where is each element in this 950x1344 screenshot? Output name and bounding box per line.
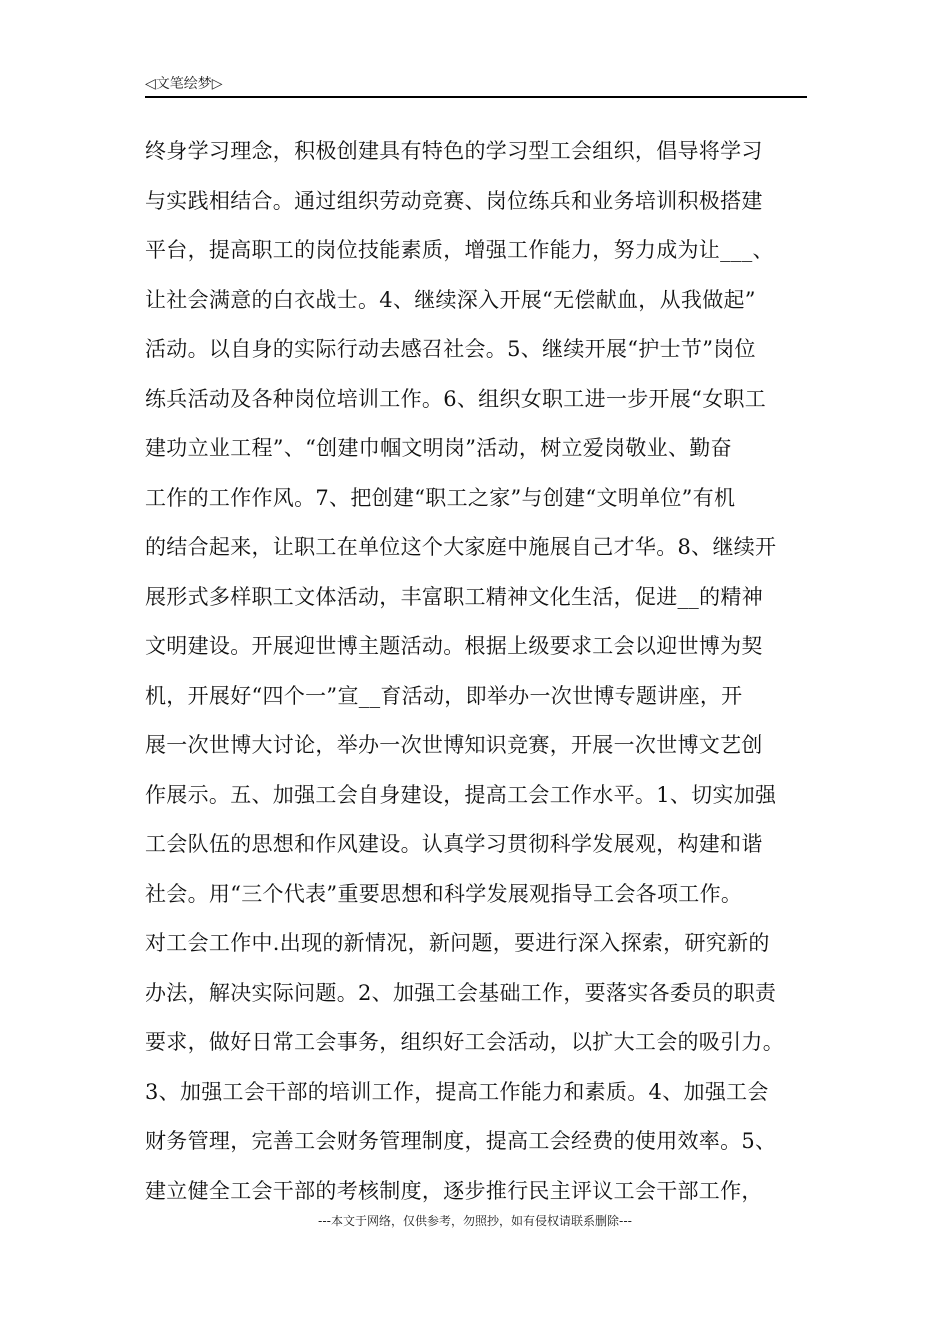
- text-line: 财务管理，完善工会财务管理制度，提高工会经费的使用效率。5、: [145, 1129, 777, 1153]
- text-line: 3、加强工会干部的培训工作，提高工作能力和素质。4、加强工会: [145, 1079, 769, 1104]
- text-line: 终身学习理念，积极创建具有特色的学习型工会组织，倡导将学习: [145, 139, 763, 163]
- text-line: 机，开展好“四个一”宣__育活动，即举办一次世博专题讲座，开: [145, 683, 743, 708]
- body-text: [145, 127, 807, 1216]
- text-line: 展一次世博大讨论，举办一次世博知识竞赛，开展一次世博文艺创: [145, 733, 763, 757]
- text-line: 文明建设。开展迎世博主题活动。根据上级要求工会以迎世博为契: [145, 634, 763, 658]
- text-line: 活动。以自身的实际行动去感召社会。5、继续开展“护士节”岗位: [145, 337, 756, 361]
- text-line: 工会队伍的思想和作风建设。认真学习贯彻科学发展观，构建和谐: [145, 832, 763, 856]
- text-line: 要求，做好日常工会事务，组织好工会活动，以扩大工会的吸引力。: [145, 1030, 784, 1054]
- text-line: 建立健全工会干部的考核制度，逐步推行民主评议工会干部工作，: [145, 1178, 763, 1203]
- text-line: 让社会满意的白衣战士。4、继续深入开展“无偿献血，从我做起”: [145, 287, 756, 312]
- text-line: 对工会工作中.出现的新情况，新问题，要进行深入探索，研究新的: [145, 931, 770, 955]
- text-line: 社会。用“三个代表”重要思想和科学发展观指导工会各项工作。: [145, 881, 743, 906]
- text-line: 建功立业工程”、“创建巾帼文明岗”活动，树立爱岗敬业、勤奋: [145, 436, 732, 460]
- text-line: 作展示。五、加强工会自身建设，提高工会工作水平。1、切实加强: [145, 782, 777, 807]
- text-line: 与实践相结合。通过组织劳动竞赛、岗位练兵和业务培训积极搭建: [145, 188, 763, 213]
- text-line: 的结合起来，让职工在单位这个大家庭中施展自己才华。8、继续开: [145, 535, 777, 559]
- text-line: 平台，提高职工的岗位技能素质，增强工作能力，努力成为让___、: [145, 238, 774, 262]
- text-line: 办法，解决实际问题。2、加强工会基础工作，要落实各委员的职责: [145, 980, 777, 1005]
- footer-notice: ---本文于网络，仅供参考，勿照抄，如有侵权请联系删除---: [318, 1214, 632, 1228]
- header-divider: [145, 96, 807, 98]
- page-header: [145, 73, 807, 97]
- text-line: 练兵活动及各种岗位培训工作。6、组织女职工进一步开展“女职工: [145, 386, 767, 411]
- text-line: 工作的工作作风。7、把创建“职工之家”与创建“文明单位”有机: [145, 485, 736, 510]
- header-logo-text: ◁文笔绘梦▷: [145, 76, 223, 92]
- text-line: 展形式多样职工文体活动，丰富职工精神文化生活，促进__的精神: [145, 584, 763, 609]
